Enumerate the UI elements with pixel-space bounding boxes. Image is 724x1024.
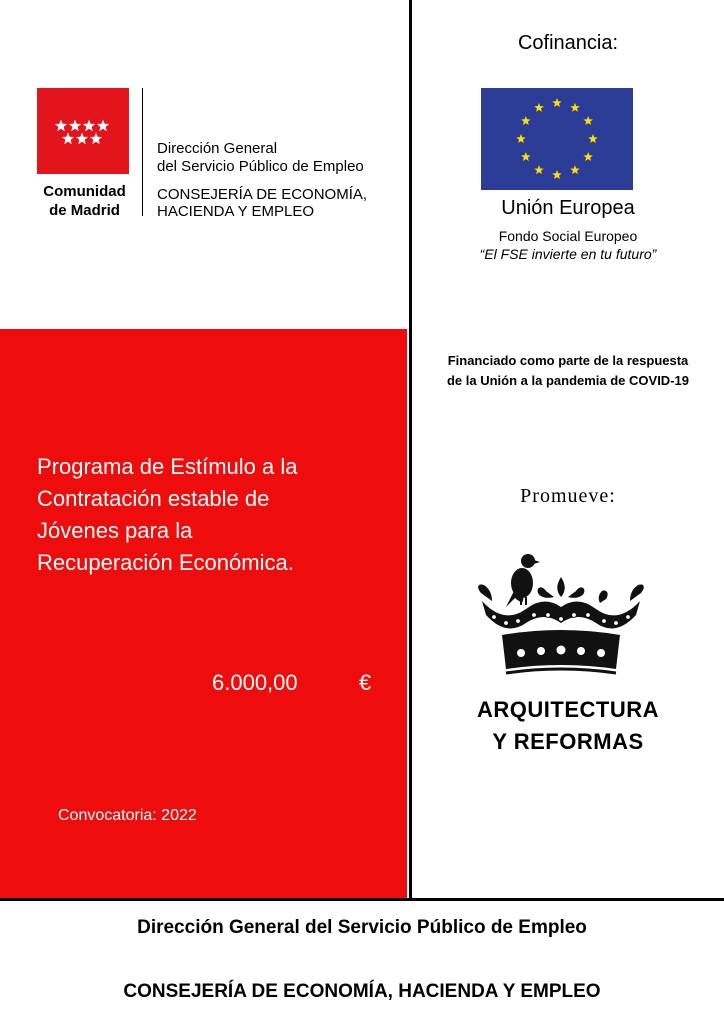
fse-slogan: “El FSE invierte en tu futuro” [479,246,657,262]
comunidad-madrid-logo [37,88,129,174]
madrid-star [90,133,102,145]
direccion-line2: del Servicio Público de Empleo [157,158,364,175]
brand-line2: Y REFORMAS [492,729,644,754]
vertical-divider [409,0,412,900]
fse-label: Fondo Social Europeo [498,228,638,244]
eu-label: Unión Europea [501,197,635,219]
comunidad-line1: Comunidad [43,183,126,200]
madrid-star [76,133,88,145]
consejeria-line1: CONSEJERÍA DE ECONOMÍA, [157,186,368,203]
comunidad-madrid-name [37,182,132,220]
direccion-line1: Dirección General [157,140,278,157]
programa-line: Jóvenes para la [37,518,193,543]
covid-line1: Financiado como parte de la respuesta [447,353,689,368]
footer-direccion: Dirección General del Servicio Público de Empleo [137,917,587,938]
logo-divider [142,88,143,216]
eu-flag-icon [481,88,633,190]
footer-consejeria: CONSEJERÍA DE ECONOMÍA, HACIENDA Y EMPLEO [123,981,601,1002]
cofinancia-label: Cofinancia: [517,32,619,54]
madrid-star [62,133,74,145]
crown-bird-logo-icon [476,545,646,680]
madrid-star [69,120,81,132]
programa-line: Contratación estable de [37,486,270,511]
currency-symbol: € [359,670,372,695]
madrid-star [55,120,67,132]
madrid-stars-icon [37,88,129,174]
promueve-label: Promueve: [520,485,616,507]
programa-line: Programa de Estímulo a la [37,454,298,479]
horizontal-divider [0,898,724,901]
programa-line: Recuperación Económica. [37,550,294,575]
convocatoria: Convocatoria: 2022 [58,807,197,824]
madrid-star [97,120,109,132]
consejeria-line2: HACIENDA Y EMPLEO [157,203,315,220]
comunidad-line2: de Madrid [49,202,120,219]
programa-title [37,451,397,579]
covid-line2: de la Unión a la pandemia de COVID-19 [446,373,689,388]
brand-line1: ARQUITECTURA [477,697,659,722]
subsidy-amount: 6.000,00 [212,670,298,695]
madrid-star [83,120,95,132]
